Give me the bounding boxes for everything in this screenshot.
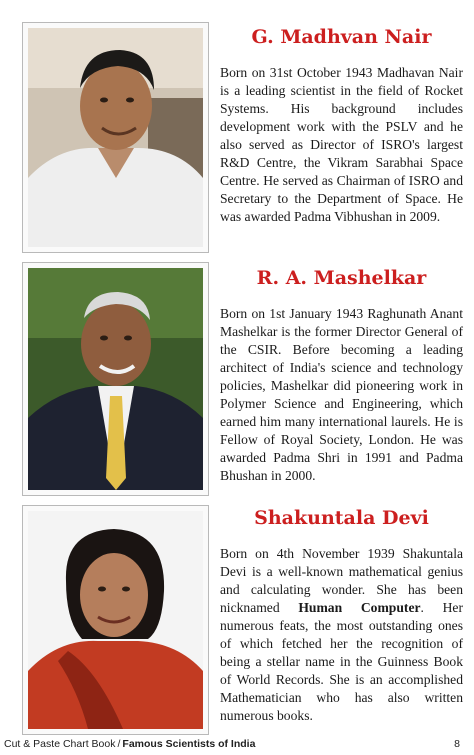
page-number: 8: [454, 738, 460, 750]
scientist-name: G. Madhvan Nair: [251, 26, 432, 48]
scientist-bio: [220, 545, 463, 725]
bio-emphasis: Human Computer: [298, 600, 421, 615]
scientist-bio: Born on 1st January 1943 Raghunath Anant Mashelkar is the former Director General of the CSIR. Before becoming a leading architect of India's science and technology policies, Mashelkar did pioneering work in Polymer Science and Engineering, which earned him many international laurels. He is Fellow of Royal Society, London. He was awarded Padma Shri in 1991 and Padma Bhushan in 2000.: [220, 306, 463, 483]
scientist-name: R. A. Mashelkar: [256, 267, 427, 289]
photo-frame: [22, 22, 209, 253]
portrait-mashelkar: [28, 268, 203, 490]
portrait-madhvan-nair: [28, 28, 203, 247]
scientist-name: Shakuntala Devi: [254, 507, 429, 529]
photo-frame: [22, 505, 209, 735]
scientist-bio: Born on 31st October 1943 Madhavan Nair is a leading scientist in the field of Rocket Systems. His background includes development work with the PSLV and he also served as Director of ISRO's largest R&D Centre, the Vikram Sarabhai Space Centre. He served as Chairman of ISRO and Secretary to the Department of Space. He was awarded Padma Vibhushan in 2009.: [220, 65, 463, 224]
footer-title: Famous Scientists of India: [122, 738, 256, 750]
photo-frame: [22, 262, 209, 496]
bio-text: Born on 4th November 1939 Shakuntala Devi is a well-known mathematical genius and calculating wonder. She has been nicknamed: [220, 546, 463, 615]
portrait-shakuntala-devi: [28, 511, 203, 729]
bio-text: . Her numerous feats, the most outstanding ones of which fetched her the recognition of being a stellar name in the Guinness Book of World Records. She is an accomplished Mathematician who has also written numerous books.: [220, 600, 463, 723]
footer-book: Cut & Paste Chart Book: [4, 738, 116, 750]
footer-book-title: [4, 738, 255, 750]
footer-separator: /: [117, 738, 121, 750]
